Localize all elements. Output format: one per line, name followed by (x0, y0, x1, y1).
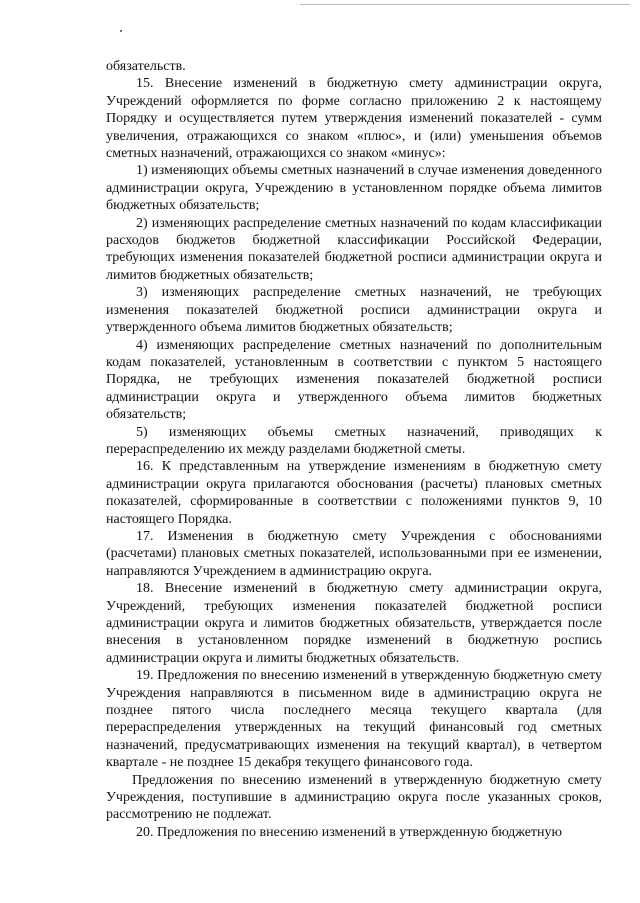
paragraph-subitem-5: 5) изменяющих объемы сметных назначений, приводящих к перераспределению их между разделами бюджетной сметы. (106, 424, 602, 457)
paragraph-item-16: 16. К представленным на утверждение изменениям в бюджетную смету администрации округа прилагаются обоснования (расчеты) плановых сметных показателей, сформированные в соответствии с положениями пунктов 9, 10 настоящего Порядка. (106, 459, 602, 527)
paragraph-item-19-cont: Предложения по внесению изменений в утвержденную бюджетную смету Учреждения, поступившие в администрацию округа после указанных сроков, рассмотрению не подлежат. (106, 772, 602, 823)
paragraph-subitem-3: 3) изменяющих распределение сметных назначений, не требующих изменения показателей бюджетной росписи администрации округа и утвержденного объема лимитов бюджетных обязательств; (106, 285, 602, 336)
scan-edge-line (300, 4, 630, 5)
document-page (106, 58, 602, 841)
paragraph-subitem-4: 4) изменяющих распределение сметных назначений по дополнительным кодам показателей, установленным в соответствии с пунктом 5 настоящего Порядка, не требующих изменения показателей бюджетной росписи администрации округа и утвержденного объема лимитов бюджетных обязательств; (106, 337, 602, 423)
paragraph-continuation: обязательств. (106, 59, 186, 74)
paragraph-item-19: 19. Предложения по внесению изменений в утвержденную бюджетную смету Учреждения направляются в письменном виде в администрацию округа не позднее пятого числа последнего месяца текущего квартала (для перераспределения утвержденных на текущий финансовый год сметных назначений, предусматривающих изменения на текущий квартал), в четвертом квартале - не позднее 15 декабря текущего финансового года. (106, 668, 602, 771)
paragraph-item-17: 17. Изменения в бюджетную смету Учреждения с обоснованиями (расчетами) плановых сметных показателей, использованными при ее изменении, направляются Учреждением в администрацию округа. (106, 528, 602, 579)
scan-speck (120, 30, 122, 32)
paragraph-item-20: 20. Предложения по внесению изменений в утвержденную бюджетную (136, 824, 562, 840)
paragraph-item-18: 18. Внесение изменений в бюджетную смету администрации округа, Учреждений, требующих изменения показателей бюджетной росписи администрации округа и лимитов бюджетных обязательств, утверждается после внесения в установленном порядке изменений в бюджетную роспись администрации округа и лимиты бюджетных обязательств. (106, 581, 602, 666)
paragraph-item-15: 15. Внесение изменений в бюджетную смету администрации округа, Учреждений оформляется по форме согласно приложению 2 к настоящему Порядку и осуществляется путем утверждения изменений показателей - сумм увеличения, отражающихся со знаком «плюс», и (или) уменьшения объемов сметных назначений, отражающихся со знаком «минус»: (106, 76, 602, 162)
paragraph-subitem-1: 1) изменяющих объемы сметных назначений в случае изменения доведенного администрации округа, Учреждению в установленном порядке объема лимитов бюджетных обязательств; (106, 163, 602, 214)
paragraph-subitem-2: 2) изменяющих распределение сметных назначений по кодам классификации расходов бюджетов бюджетной классификации Российской Федерации, требующих изменения показателей бюджетной росписи администрации округа и лимитов бюджетных обязательств; (106, 215, 602, 283)
